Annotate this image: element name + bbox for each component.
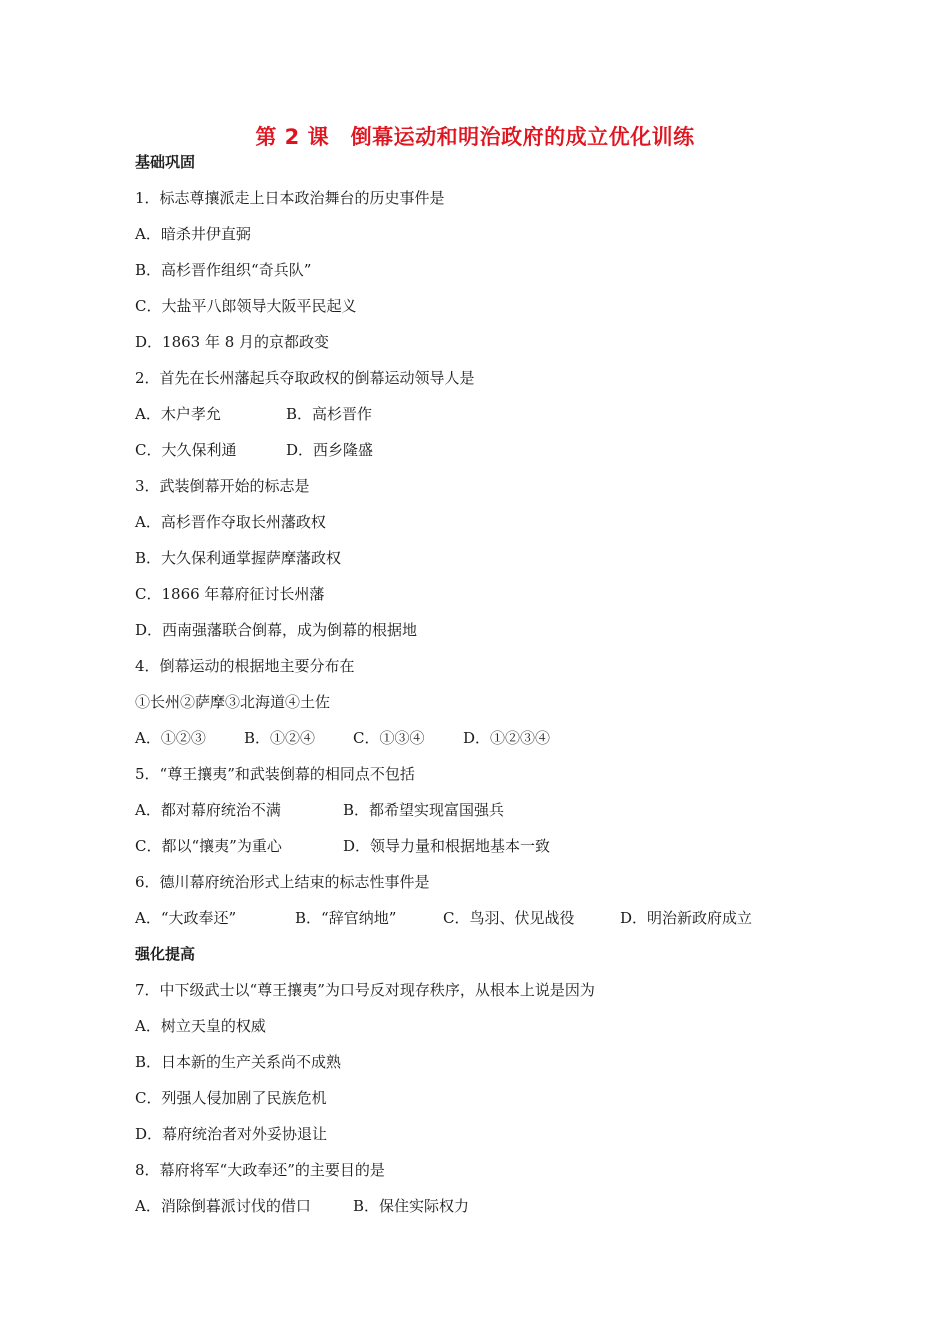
section-heading-basic: 基础巩固 xyxy=(135,153,196,171)
question-2-options-row-1 xyxy=(135,402,855,438)
question-1-option-c: C．大盐平八郎领导大阪平民起义 xyxy=(135,297,357,315)
question-4-options-row xyxy=(135,726,855,762)
question-8-options-row xyxy=(135,1194,855,1230)
question-8-option-b: B．保住实际权力 xyxy=(353,1197,470,1215)
question-2-option-c: C．大久保利通 xyxy=(135,441,237,459)
question-1-stem: 1．标志尊攘派走上日本政治舞台的历史事件是 xyxy=(135,189,445,207)
question-5-options-row-2 xyxy=(135,834,855,870)
section-heading-advanced: 强化提高 xyxy=(135,945,196,963)
question-7-option-c: C．列强人侵加剧了民族危机 xyxy=(135,1089,327,1107)
question-4-items: ①长州②萨摩③北海道④土佐 xyxy=(135,693,331,711)
question-2-option-d: D．西乡隆盛 xyxy=(286,441,374,459)
question-7-option-d: D．幕府统治者对外妥协退让 xyxy=(135,1125,328,1143)
question-8-option-a: A．消除倒暮派讨伐的借口 xyxy=(135,1197,311,1215)
question-4-option-c: C．①③④ xyxy=(353,729,425,747)
question-3-option-b: B．大久保利通掌握萨摩藩政权 xyxy=(135,549,342,567)
question-6-option-d: D．明治新政府成立 xyxy=(620,909,753,927)
question-3-option-d: D．西南强藩联合倒幕，成为倒幕的根据地 xyxy=(135,621,418,639)
question-4-option-d: D．①②③④ xyxy=(463,729,551,747)
question-5-options-row-1 xyxy=(135,798,855,834)
question-6-option-c: C．鸟羽、伏见战役 xyxy=(443,909,575,927)
question-4-stem: 4．倒幕运动的根据地主要分布在 xyxy=(135,657,355,675)
question-4-option-b: B．①②④ xyxy=(244,729,316,747)
question-1-option-b: B．高杉晋作组织“奇兵队” xyxy=(135,261,312,279)
question-5-option-a: A．都对幕府统治不满 xyxy=(135,801,281,819)
question-5-option-b: B．都希望实现富国强兵 xyxy=(343,801,505,819)
question-1-option-d: D．1863 年 8 月的京都政变 xyxy=(135,333,330,351)
question-5-stem: 5．“尊王攘夷”和武装倒幕的相同点不包括 xyxy=(135,765,415,783)
question-6-option-a: A．“大政奉还” xyxy=(135,909,237,927)
question-2-stem: 2．首先在长州藩起兵夺取政权的倒幕运动领导人是 xyxy=(135,369,475,387)
question-3-option-a: A．高杉晋作夺取长州藩政权 xyxy=(135,513,326,531)
question-3-stem: 3．武装倒幕开始的标志是 xyxy=(135,477,310,495)
question-1-option-a: A．暗杀井伊直弼 xyxy=(135,225,251,243)
question-list xyxy=(135,150,855,1230)
question-6-stem: 6．德川幕府统治形式上结束的标志性事件是 xyxy=(135,873,430,891)
question-3-option-c: C．1866 年幕府征讨长州藩 xyxy=(135,585,325,603)
question-7-stem: 7．中下级武士以“尊王攘夷”为口号反对现存秩序，从根本上说是因为 xyxy=(135,981,595,999)
question-7-option-a: A．树立天皇的权威 xyxy=(135,1017,266,1035)
question-2-option-a: A．木户孝允 xyxy=(135,405,221,423)
question-2-option-b: B．高杉晋作 xyxy=(286,405,373,423)
question-2-options-row-2 xyxy=(135,438,855,474)
page-title: 第 2 课 倒幕运动和明治政府的成立优化训练 xyxy=(255,125,695,149)
question-5-option-d: D．领导力量和根据地基本一致 xyxy=(343,837,551,855)
question-5-option-c: C．都以“攘夷”为重心 xyxy=(135,837,282,855)
question-7-option-b: B．日本新的生产关系尚不成熟 xyxy=(135,1053,342,1071)
question-6-options-row xyxy=(135,906,855,942)
question-4-option-a: A．①②③ xyxy=(135,729,206,747)
question-6-option-b: B．“辞官纳地” xyxy=(295,909,397,927)
question-8-stem: 8．幕府将军“大政奉还”的主要目的是 xyxy=(135,1161,385,1179)
